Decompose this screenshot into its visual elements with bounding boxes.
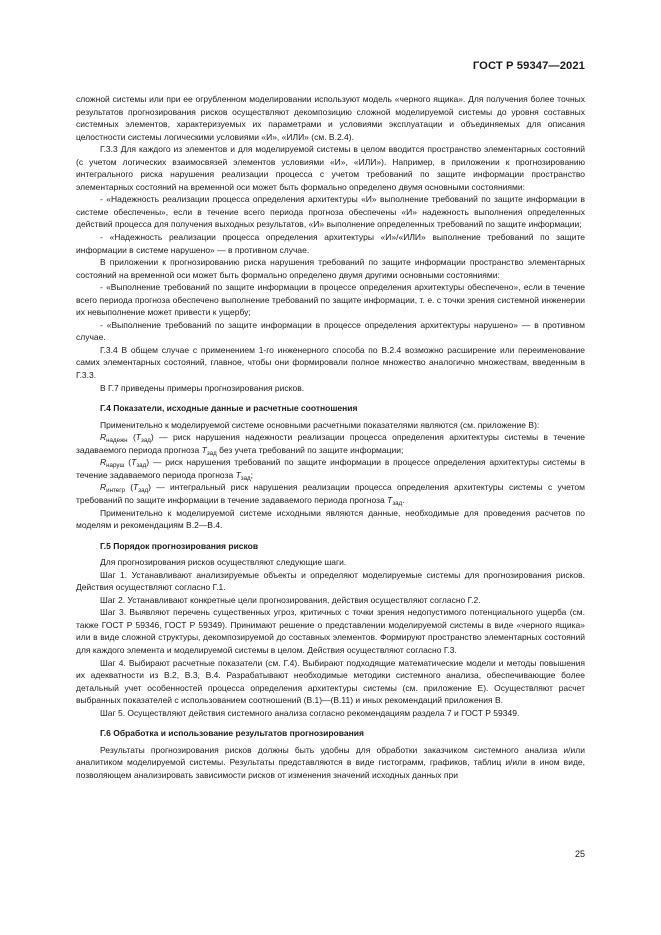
paragraph: В приложении к прогнозированию риска нарушения требований по защите информации пространство элементарных состояний на временной оси может быть формально определено двумя другими основными состояниями: xyxy=(76,257,585,280)
section-heading-g5: Г.5 Порядок прогнозирования рисков xyxy=(100,540,259,551)
document-code-header: ГОСТ Р 59347—2021 xyxy=(472,60,585,72)
subscript: наруш xyxy=(106,462,125,470)
paragraph: Г.3.3 Для каждого из элементов и для моделируемой системы в целом вводится пространство элементарных состояний (с учетом логических взаимосвязей элементов условиями «И», «ИЛИ»). Например, в приложении к прогнозированию интегрального риска нарушения реализации процесса с учетом требований по защите информации пространство элементарных состояний на временной оси может быть формально определено двумя основными состояниями: xyxy=(76,144,585,192)
symbol-t: T xyxy=(387,494,393,505)
subscript: зад xyxy=(206,449,217,457)
text: . xyxy=(402,494,405,505)
subscript: зад xyxy=(138,487,149,495)
text: без учета требований по защите информации; xyxy=(216,444,404,455)
symbol-t: T xyxy=(201,444,207,455)
step-5: Шаг 5. Осуществляют действия системного анализа согласно рекомендациям раздела 7 и ГОСТ Р 59349. xyxy=(100,707,520,718)
paragraph: В Г.7 приведены примеры прогнозирования рисков. xyxy=(100,382,305,393)
paragraph: Применительно к моделируемой системе основными расчетными показателями являются (см. приложение В): xyxy=(100,419,540,430)
paragraph: Для прогнозирования рисков осуществляют следующие шаги. xyxy=(100,557,347,568)
list-item: - «Выполнение требований по защите информации в процессе определения архитектуры обеспечено», если в течение всего периода прогноза обеспечено выполнение требований по защите информации, т. е. с точки зрения системной инженерии их невыполнение может привести к ущербу; xyxy=(76,282,585,318)
subscript: зад xyxy=(240,474,251,482)
step-3: Шаг 3. Выявляют перечень существенных угроз, критичных с точки зрения недопустимого потенциального ущерба (см. также ГОСТ Р 59346, ГОСТ Р 59349). Принимают решение о представлении моделируемой системы в виде «черного ящика» или в виде сложной структуры, декомпозируемой до составных элементов. Формируют пространство элементарных состояний для каждого элемента и моделируемой системы в целом. Действия осуществляют согласно Г.3. xyxy=(76,607,585,655)
symbol-r: R xyxy=(100,482,107,493)
list-item: - «Надежность реализации процесса определения архитектуры «И»/«ИЛИ» выполнение требований по защите информации в системе нарушено» — в противном случае. xyxy=(76,232,585,255)
list-item: - «Надежность реализации процесса определения архитектуры «И» выполнение требований по защите информации в системе обеспечены», если в течение всего периода прогноза обеспечены «И» надежность выполнения определенных действий процесса для получения выходных результатов, «И» выполнение определенных требований по защите информации; xyxy=(76,194,585,230)
text: — интегральный риск нарушения реализации процесса определения архитектуры системы с учетом требований по защите информации в течение задаваемого периода прогноза xyxy=(76,482,585,505)
text: — риск нарушения требований по защите информации в процессе определения архитектуры системы в течение задаваемого периода прогноза xyxy=(76,457,585,480)
indicator-reliability-risk: $R_{надежн}$ $(T_{зад})$ — риск нарушения надежности реализации процесса определения архитектуры системы в течение задаваемого периода прогноза $T_{зад}$ без учета требований по защите информации; xyxy=(76,432,585,457)
page-number: 25 xyxy=(574,849,585,859)
paragraph: Г.3.4 В общем случае с применением 1-го инженерного способа по В.2.4 возможно расширение или переименование самих элементарных состояний, главное, чтобы они формировали полное множество аналогично множествам, введенным в Г.3.3. xyxy=(76,344,585,381)
subscript: зад xyxy=(136,462,147,470)
step-1: Шаг 1. Устанавливают анализируемые объекты и определяют моделируемые системы для прогнозирования рисков. Действия осуществляют согласно Г.1. xyxy=(76,569,585,593)
paragraph: Применительно к моделируемой системе исходными являются данные, необходимые для проведения расчетов по моделям и рекомендациям В.2—В.4. xyxy=(76,507,585,531)
indicator-integral-risk: $R_{интегр}$ $(T_{зад})$ — интегральный риск нарушения реализации процесса определения архитектуры системы с учетом требований по защите информации в течение задаваемого периода прогноза $T_{зад}$. xyxy=(76,482,585,507)
symbol-t: T xyxy=(135,432,141,443)
subscript: зад xyxy=(392,499,403,507)
subscript: надежн xyxy=(106,437,128,445)
section-heading-g4: Г.4 Показатели, исходные данные и расчетные соотношения xyxy=(100,403,358,414)
step-4: Шаг 4. Выбирают расчетные показатели (см. Г.4). Выбирают подходящие математические модели и методы повышения их адекватности из В.2, В.3, В.4. Разрабатывают необходимые методики системного анализа, обеспечивающие более детальный учет особенностей процесса определения архитектуры системы (см. приложение Е). Осуществляют расчет выбранных показателей с использованием соотношений (В.1)—(В.11) и иных рекомендаций приложения В. xyxy=(76,657,585,706)
symbol-t: T xyxy=(133,482,139,493)
section-heading-g6: Г.6 Обработка и использование результатов прогнозирования xyxy=(100,728,364,739)
subscript: интегр xyxy=(106,487,125,495)
symbol-r: R xyxy=(100,432,107,443)
symbol-t: T xyxy=(235,469,241,480)
paragraph: Результаты прогнозирования рисков должны быть удобны для обработки заказчиком системного анализа и/или аналитиком моделируемой системы. Результаты представляются в виде гистограмм, графиков, таблиц и/или в ином виде, позволяющем анализировать зависимости рисков от изменения значений исходных данных при xyxy=(76,744,585,780)
symbol-r: R xyxy=(100,457,107,468)
page-body xyxy=(76,93,585,781)
symbol-t: T xyxy=(131,457,137,468)
step-2: Шаг 2. Устанавливают конкретные цели прогнозирования, действия осуществляют согласно Г.2. xyxy=(100,594,481,605)
paragraph: сложной системы или при ее огрубленном моделировании используют модель «черного ящика». Для получения более точных результатов прогнозирования рисков осуществляют декомпозицию сложной моделируемой системы до уровня составных системных элементов, характеризуемых их параметрами и условиями эксплуатации и объединяемых для описания целостности системы логическими условиями «И», «ИЛИ» (см. В.2.4). xyxy=(76,94,585,142)
indicator-security-risk: $R_{наруш}$ $(T_{зад})$ — риск нарушения требований по защите информации в процессе определения архитектуры системы в течение задаваемого периода прогноза $T_{зад}$; xyxy=(76,457,585,482)
list-item: - «Выполнение требований по защите информации в процессе определения архитектуры нарушено» — в противном случае. xyxy=(76,319,585,343)
text: — риск нарушения надежности реализации процесса определения архитектуры системы в течение задаваемого периода прогноза xyxy=(76,432,585,455)
text: ; xyxy=(250,469,254,480)
subscript: зад xyxy=(141,437,151,445)
